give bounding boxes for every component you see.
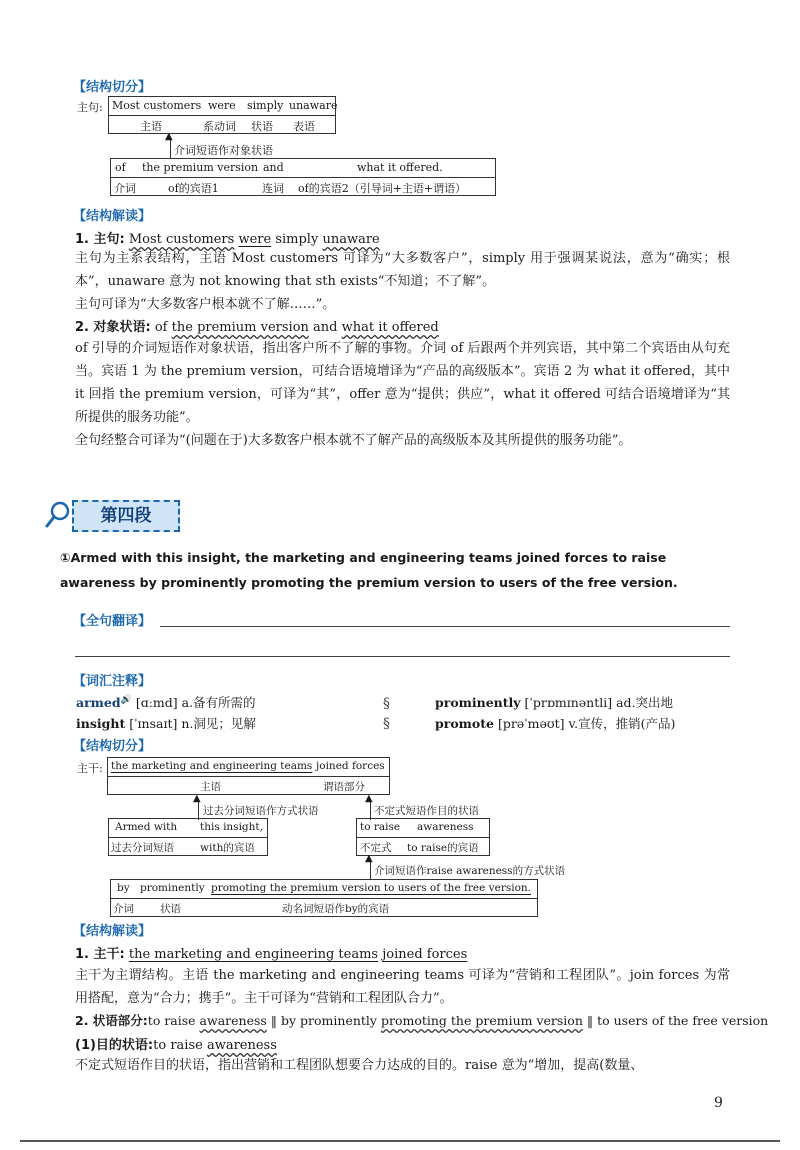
- struct-split-tag-1: 【结构切分】: [73, 80, 152, 95]
- read2-h2-p3: promoting the premium version: [380, 1013, 583, 1028]
- stem-en-1: joined forces: [316, 760, 385, 772]
- full-translate-tag: 【全句翻译】: [73, 614, 152, 629]
- struct-read-tag-2: 【结构解读】: [73, 924, 152, 939]
- main-en-3: unaware: [289, 99, 338, 112]
- read2-h1-num: 1. 主干:: [75, 947, 125, 962]
- vocab-def-insight: n.洞见；见解: [181, 716, 256, 731]
- bottom-zh-2: 动名词短语作by的宾语: [282, 903, 390, 915]
- arrow-head-2c: ▲: [365, 853, 373, 864]
- arrow-head-1: ▲: [165, 131, 173, 142]
- arrow-head-2a: ▲: [193, 793, 201, 804]
- vocab-phon-insight: [ˈɪnsaɪt]: [129, 716, 178, 731]
- left-zh-1: with的宾语: [200, 842, 255, 854]
- left-en-0: Armed with: [115, 821, 178, 833]
- read2-heading-1: [75, 943, 467, 962]
- read1-para-2: 主句可译为“大多数客户根本就不了解……”。: [75, 297, 336, 312]
- sub-zh-2: 连词: [262, 182, 284, 195]
- right-en-0: to raise: [360, 821, 401, 833]
- read2-h3: (1)目的状语:: [75, 1038, 154, 1053]
- sub-clause-divider: [110, 177, 496, 178]
- read1-h1-t1: were: [238, 232, 272, 247]
- read2-h2-p0: to raise: [147, 1013, 196, 1028]
- vocab-phon-armed: [ɑːmd]: [135, 695, 178, 710]
- vocab-word-prominently: prominently: [435, 695, 521, 710]
- vocab-tag: 【词汇注释】: [73, 674, 152, 689]
- read2-h2-p1: awareness: [199, 1013, 267, 1028]
- audio-icon: 🔊: [120, 694, 132, 705]
- read2-h2-num: 2. 状语部分:: [75, 1013, 148, 1028]
- sub-zh-0: 介词: [114, 182, 136, 195]
- left-en-1: this insight,: [200, 821, 263, 833]
- vocab-phon-prominently: [ˈprɒmɪnəntli]: [524, 695, 613, 710]
- vocab-word-armed: armed: [76, 695, 121, 710]
- right-en-1: awareness: [417, 821, 474, 833]
- footer-rule: [20, 1140, 780, 1142]
- sub-en-1: the premium version: [142, 161, 259, 174]
- bottom-en-2-text: promoting the premium version to users of the free version.: [211, 882, 532, 894]
- vocab-def-promote: v.宣传，推销(产品): [568, 716, 676, 731]
- read2-heading-3: [75, 1034, 277, 1053]
- arrow-note-right: 不定式短语作目的状语: [374, 805, 479, 817]
- vocab-word-insight: insight: [76, 716, 126, 731]
- main-zh-1: 系动词: [203, 120, 236, 133]
- vocab-divider-icon: § §: [383, 696, 390, 732]
- right-phrase-divider: [356, 837, 490, 838]
- read2-h3-t0: to raise: [153, 1038, 203, 1053]
- sub-zh-3: of的宾语2（引导词+主语+谓语）: [298, 182, 467, 195]
- vocab-right-0: [435, 693, 673, 711]
- main-clause-label: 主句:: [77, 101, 103, 114]
- bottom-phrase-divider: [110, 898, 538, 899]
- right-zh-1: to raise的宾语: [407, 842, 479, 854]
- bottom-en-1: prominently: [140, 882, 205, 894]
- sentence-1: [60, 545, 740, 595]
- vocab-def-armed: a.备有所需的: [181, 695, 256, 710]
- read1-h2-t3: what it offered: [341, 320, 439, 335]
- read1-para-1: 主句为主系表结构，主语 Most customers 可译为“大多数客户”，simply 用于强调某说法，意为“确实；根本”，unaware 意为 not knowing that sth exists“不知道；不了解”。: [75, 251, 730, 289]
- main-zh-2: 状语: [251, 120, 273, 133]
- main-zh-0: 主语: [140, 120, 162, 133]
- stem-zh-0: 主语: [200, 781, 221, 793]
- bottom-en-0: by: [117, 882, 130, 894]
- sub-en-3: what it offered.: [357, 161, 443, 174]
- vocab-left-0: [76, 693, 256, 711]
- stem-zh-1: 谓语部分: [323, 781, 365, 793]
- main-stem-label: 主干:: [77, 762, 103, 775]
- right-zh-0: 不定式: [360, 842, 392, 854]
- main-stem-divider: [107, 776, 390, 777]
- read2-h3-t1: awareness: [206, 1038, 277, 1053]
- vocab-left-1: [76, 714, 256, 732]
- main-en-0: Most customers: [112, 99, 202, 112]
- sub-en-0: of: [115, 161, 126, 174]
- stem-en-0: [111, 760, 312, 772]
- stem-en-0-text: the marketing and engineering teams: [111, 760, 313, 772]
- read2-h1-t0: the marketing and engineering teams: [128, 947, 379, 962]
- arrow-note-bottom: 介词短语作raise awareness的方式状语: [374, 865, 566, 877]
- read1-heading-1: [75, 228, 380, 247]
- read1-h2-t2: and: [313, 320, 338, 335]
- bottom-zh-0: 介词: [113, 903, 134, 915]
- struct-split-tag-2: 【结构切分】: [73, 739, 152, 754]
- read1-h2-t0: of: [154, 320, 168, 335]
- main-clause-divider: [108, 115, 336, 116]
- read2-para-2: 不定式短语作目的状语，指出营销和工程团队想要合力达成的目的。raise 意为“增加，提高(数量、: [75, 1058, 644, 1073]
- vocab-right-1: [435, 714, 675, 732]
- read1-heading-2: [75, 316, 439, 335]
- arrow-note-1: 介词短语作对象状语: [174, 144, 273, 157]
- translate-line-2: [75, 656, 730, 657]
- arrow-head-2b: ▲: [365, 793, 373, 804]
- sentence-1-num: ①: [60, 550, 71, 565]
- bottom-zh-1: 状语: [160, 903, 181, 915]
- read1-para-4: 全句经整合可译为“(问题在于)大多数客户根本就不了解产品的高级版本及其所提供的服务功能”。: [75, 433, 632, 448]
- left-zh-0: 过去分词短语: [111, 842, 174, 854]
- sub-zh-1: of的宾语1: [168, 182, 219, 195]
- read2-h2-p4: ‖ to users of the free version: [586, 1013, 769, 1028]
- read2-h2-p2: ‖ by prominently: [270, 1013, 377, 1028]
- page-number: 9: [714, 1095, 723, 1111]
- translate-line-1: [160, 626, 730, 627]
- read2-para-1: 主干为主谓结构。主语 the marketing and engineering teams 可译为“营销和工程团队”。join forces 为常用搭配，意为“合力；携手”。主干可译为“营销和工程团队合力”。: [75, 968, 730, 1006]
- read1-h1-t0: Most customers: [128, 232, 235, 247]
- sentence-1-text: Armed with this insight, the marketing and engineering teams joined forces to raise awareness by prominently promoting the premium version to users of the free version.: [60, 550, 678, 590]
- read1-h1-num: 1. 主句:: [75, 232, 125, 247]
- bottom-en-2: [211, 882, 531, 894]
- search-icon: [44, 500, 72, 530]
- sub-en-2: and: [263, 161, 284, 174]
- read1-h1-t3: unaware: [322, 232, 380, 247]
- read1-para-3: of 引导的介词短语作对象状语，指出客户所不了解的事物。介词 of 后跟两个并列宾语，其中第二个宾语由从句充当。宾语 1 为 the premium version，可结合语境增译为“产品的高级版本”。宾语 2 为 what it offered，其中 it 回指 the premium version，可译为“其”，offer 意为“提供；供应”，what it offered 可结合语境增译为“其所提供的服务功能”。: [75, 341, 730, 425]
- main-en-1: were: [208, 99, 236, 112]
- struct-read-tag-1: 【结构解读】: [73, 209, 152, 224]
- read1-h1-t2: simply: [275, 232, 319, 247]
- read2-heading-2: [75, 1011, 768, 1029]
- vocab-def-prominently: ad.突出地: [616, 695, 674, 710]
- vocab-phon-promote: [prəˈməʊt]: [497, 716, 565, 731]
- section-badge: 第四段: [72, 500, 180, 532]
- read1-h2-t1: the premium version: [171, 320, 309, 335]
- vocab-word-promote: promote: [435, 716, 494, 731]
- main-en-2: simply: [247, 99, 284, 112]
- read1-h2-num: 2. 对象状语:: [75, 320, 151, 335]
- main-zh-3: 表语: [293, 120, 315, 133]
- left-phrase-divider: [108, 837, 268, 838]
- read2-h1-t1: joined forces: [382, 947, 468, 962]
- arrow-note-left: 过去分词短语作方式状语: [203, 805, 319, 817]
